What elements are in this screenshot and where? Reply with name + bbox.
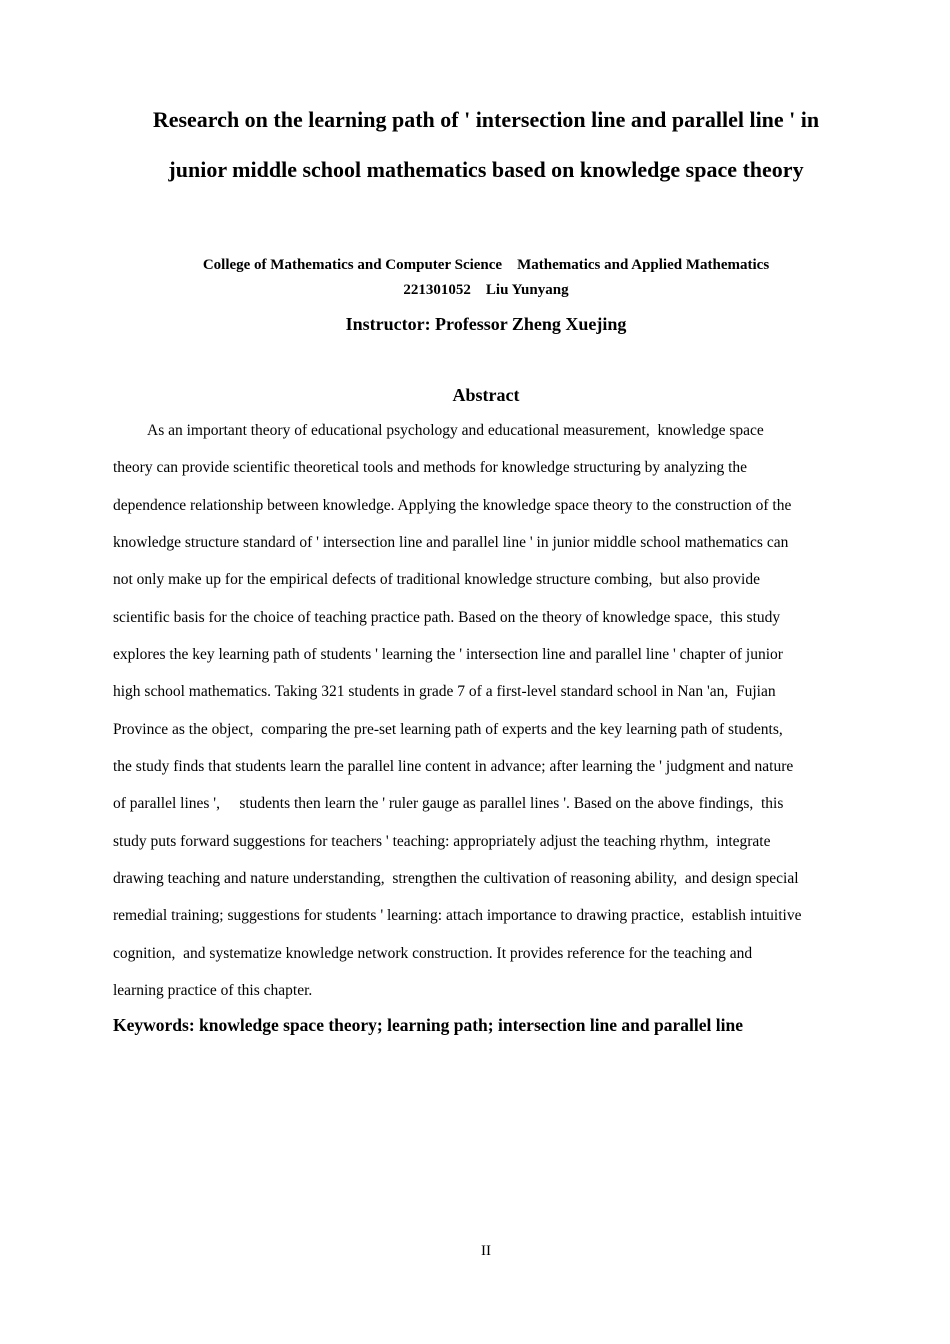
title-line: Research on the learning path of ' intersection line and parallel line ' in bbox=[152, 107, 820, 132]
abstract-line: As an important theory of educational psychology and educational measurement, knowledge space bbox=[147, 422, 764, 439]
author-affiliation bbox=[80, 253, 892, 303]
student-id-and-name: 221301052 Liu Yunyang bbox=[403, 282, 569, 298]
abstract-line: scientific basis for the choice of teaching practice path. Based on the theory of knowledge space, this study bbox=[113, 608, 781, 626]
abstract-line: of parallel lines ', students then learn the ' ruler gauge as parallel lines '. Based on the above findings, this bbox=[113, 795, 784, 813]
abstract-line: remedial training; suggestions for students ' learning: attach importance to drawing practice, establish intuitive bbox=[113, 907, 802, 925]
abstract-line: Province as the object, comparing the pre-set learning path of experts and the key learning path of students, bbox=[113, 720, 783, 738]
abstract-line: learning practice of this chapter. bbox=[113, 982, 313, 1000]
abstract-line: explores the key learning path of students ' learning the ' intersection line and parallel line ' chapter of junior bbox=[113, 646, 783, 664]
abstract-line: dependence relationship between knowledge. Applying the knowledge space theory to the construction of the bbox=[113, 496, 792, 514]
abstract-heading: Abstract bbox=[452, 385, 520, 405]
affiliation-line: College of Mathematics and Computer Science Mathematics and Applied Mathematics bbox=[202, 257, 770, 273]
abstract-line: high school mathematics. Taking 321 students in grade 7 of a first-level standard school in Nan 'an, Fujian bbox=[113, 683, 776, 701]
abstract-line: not only make up for the empirical defects of traditional knowledge structure combing, but also provide bbox=[113, 571, 760, 589]
abstract-line: theory can provide scientific theoretical tools and methods for knowledge structuring by analyzing the bbox=[113, 459, 748, 477]
title-line: junior middle school mathematics based on knowledge space theory bbox=[168, 157, 804, 182]
abstract-line: drawing teaching and nature understanding, strengthen the cultivation of reasoning ability, and design special bbox=[113, 870, 799, 888]
abstract-line: study puts forward suggestions for teachers ' teaching: appropriately adjust the teaching rhythm, integrate bbox=[113, 832, 771, 850]
abstract-line: knowledge structure standard of ' intersection line and parallel line ' in junior middle school mathematics can bbox=[113, 534, 789, 552]
instructor-line: Instructor: Professor Zheng Xuejing bbox=[345, 314, 627, 334]
abstract-line: the study finds that students learn the parallel line content in advance; after learning the ' judgment and nature bbox=[113, 758, 794, 776]
abstract-line: cognition, and systematize knowledge network construction. It provides reference for the teaching and bbox=[113, 944, 753, 962]
keywords-line: Keywords: knowledge space theory; learning path; intersection line and parallel line bbox=[113, 1015, 743, 1035]
abstract-body bbox=[113, 412, 873, 1010]
page-number: II bbox=[481, 1243, 491, 1259]
paper-title bbox=[80, 95, 892, 195]
